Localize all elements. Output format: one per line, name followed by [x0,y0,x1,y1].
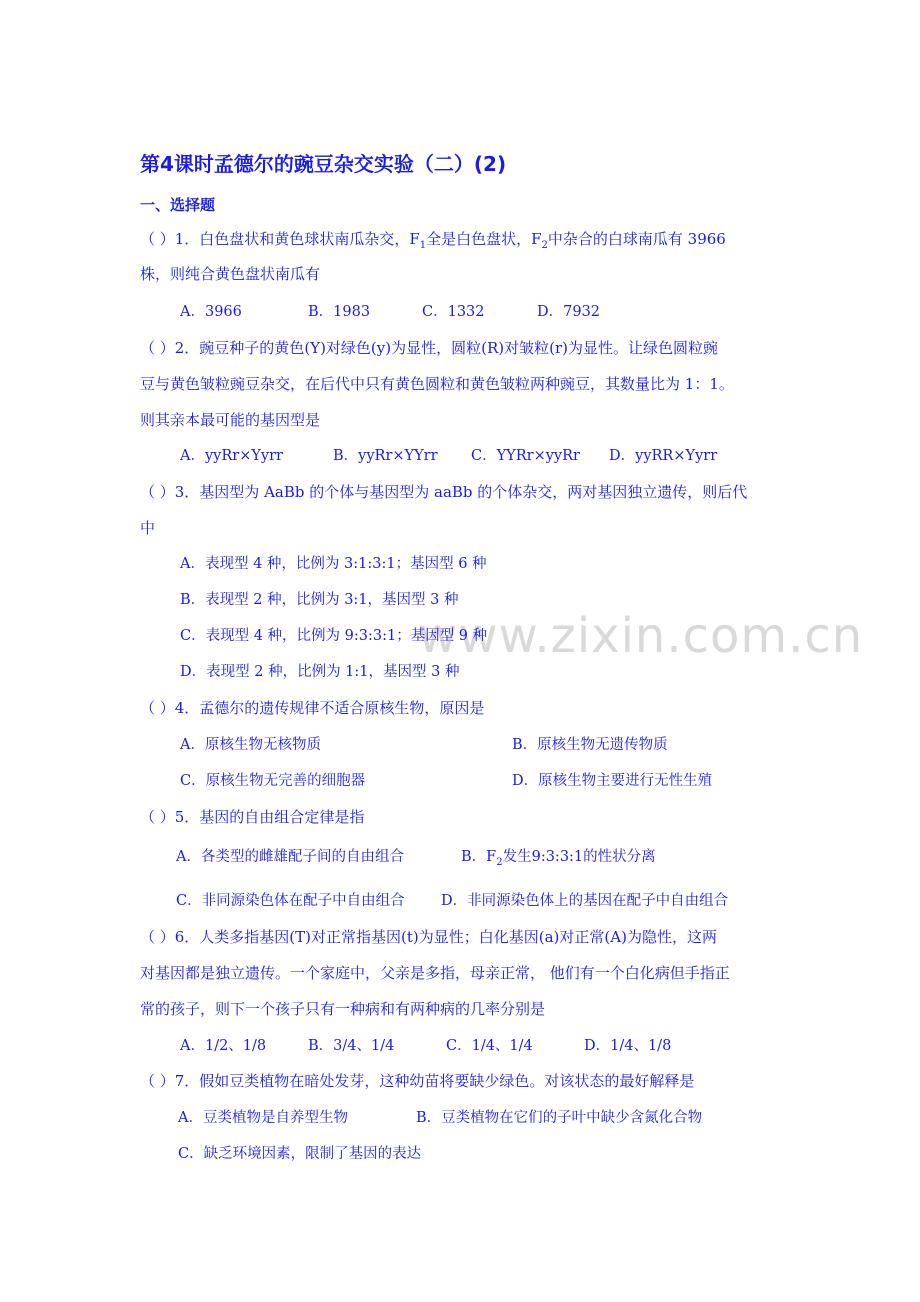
q7-option-b: B．豆类植物在它们的子叶中缺少含氮化合物 [416,1110,703,1126]
q3-option-c: C．表现型 4 种，比例为 9:3:3:1；基因型 9 种 [180,628,488,644]
q7-option-a: A．豆类植物是自养型生物 [178,1110,348,1126]
question-3-line-1: （ ）3．基因型为 AaBb 的个体与基因型为 aaBb 的个体杂交，两对基因独立遗传，则后代 [140,483,748,501]
q4-option-c: C．原核生物无完善的细胞器 [180,773,366,789]
q5-option-a: A．各类型的雌雄配子间的自由组合 [176,849,404,865]
page-title: 第4课时孟德尔的豌豆杂交实验（二）(2) [140,152,507,176]
question-6-line-2: 对基因都是独立遗传。一个家庭中，父亲是多指，母亲正常， 他们有一个白化病但手指正 [140,964,730,982]
question-7-line-1: （ ）7．假如豆类植物在暗处发芽，这种幼苗将要缺少绿色。对该状态的最好解释是 [140,1072,695,1090]
question-2-line-1: （ ）2．豌豆种子的黄色(Y)对绿色(y)为显性，圆粒(R)对皱粒(r)为显性。让绿色圆粒豌 [140,339,718,357]
question-6-line-1: （ ）6．人类多指基因(T)对正常指基因(t)为显性；白化基因(a)对正常(A)为隐性，这两 [140,928,717,946]
q5-option-c: C．非同源染色体在配子中自由组合 [176,893,405,909]
question-1-line-2: 株，则纯合黄色盘状南瓜有 [140,265,321,283]
question-2-line-3: 则其亲本最可能的基因型是 [140,411,321,429]
watermark: www.zixin.com.cn [418,608,864,664]
q1-option-c: C．1332 [422,304,485,320]
question-6-line-3: 常的孩子，则下一个孩子只有一种病和有两种病的几率分别是 [140,1000,546,1018]
q1-option-a: A．3966 [180,304,242,320]
q5-option-d: D．非同源染色体上的基因在配子中自由组合 [441,893,729,909]
q3-option-b: B．表现型 2 种，比例为 3:1，基因型 3 种 [180,592,459,608]
q4-option-b: B．原核生物无遗传物质 [512,737,668,753]
q1-subscript-2: 2 [541,240,548,251]
q5-option-b-text-b: 发生9:3:3:1的性状分离 [502,849,656,865]
q6-option-d: D．1/4、1/8 [584,1038,672,1054]
q1-option-b: B．1983 [308,304,371,320]
q3-option-d: D．表现型 2 种，比例为 1:1，基因型 3 种 [180,664,460,680]
q6-option-b: B．3/4、1/4 [308,1038,395,1054]
q2-option-d: D．yyRR×Yyrr [609,448,718,464]
question-2-line-2: 豆与黄色皱粒豌豆杂交，在后代中只有黄色圆粒和黄色皱粒两种豌豆，其数量比为 1：1。 [140,375,734,393]
q2-option-b: B．yyRr×YYrr [333,448,438,464]
q1-text-b: 全是白色盘状，F [426,230,542,248]
question-1-line-1 [140,229,726,256]
q3-option-a: A．表现型 4 种，比例为 3:1:3:1；基因型 6 种 [180,556,487,572]
q4-option-d: D．原核生物主要进行无性生殖 [512,773,713,789]
q1-text-c: 中杂合的白球南瓜有 3966 [547,230,726,248]
q4-option-a: A．原核生物无核物质 [180,737,321,753]
q2-option-a: A．yyRr×Yyrr [180,448,283,464]
q1-text-a: （ ）1．白色盘状和黄色球状南瓜杂交，F [140,230,420,248]
q6-option-c: C．1/4、1/4 [446,1038,533,1054]
q2-option-c: C．YYRr×yyRr [471,448,580,464]
q5-option-b-text-a: B．F [461,849,497,865]
q1-subscript-1: 1 [419,240,427,251]
q5-option-b [461,847,656,873]
question-3-line-2: 中 [140,519,156,537]
q5-option-b-subscript: 2 [496,856,503,868]
q6-option-a: A．1/2、1/8 [180,1038,267,1054]
section-heading: 一、选择题 [140,196,216,214]
question-5-line-1: （ ）5．基因的自由组合定律是指 [140,808,365,826]
question-4-line-1: （ ）4．孟德尔的遗传规律不适合原核生物，原因是 [140,699,485,717]
q1-option-d: D．7932 [537,304,601,320]
q7-option-c: C．缺乏环境因素，限制了基因的表达 [178,1146,422,1162]
